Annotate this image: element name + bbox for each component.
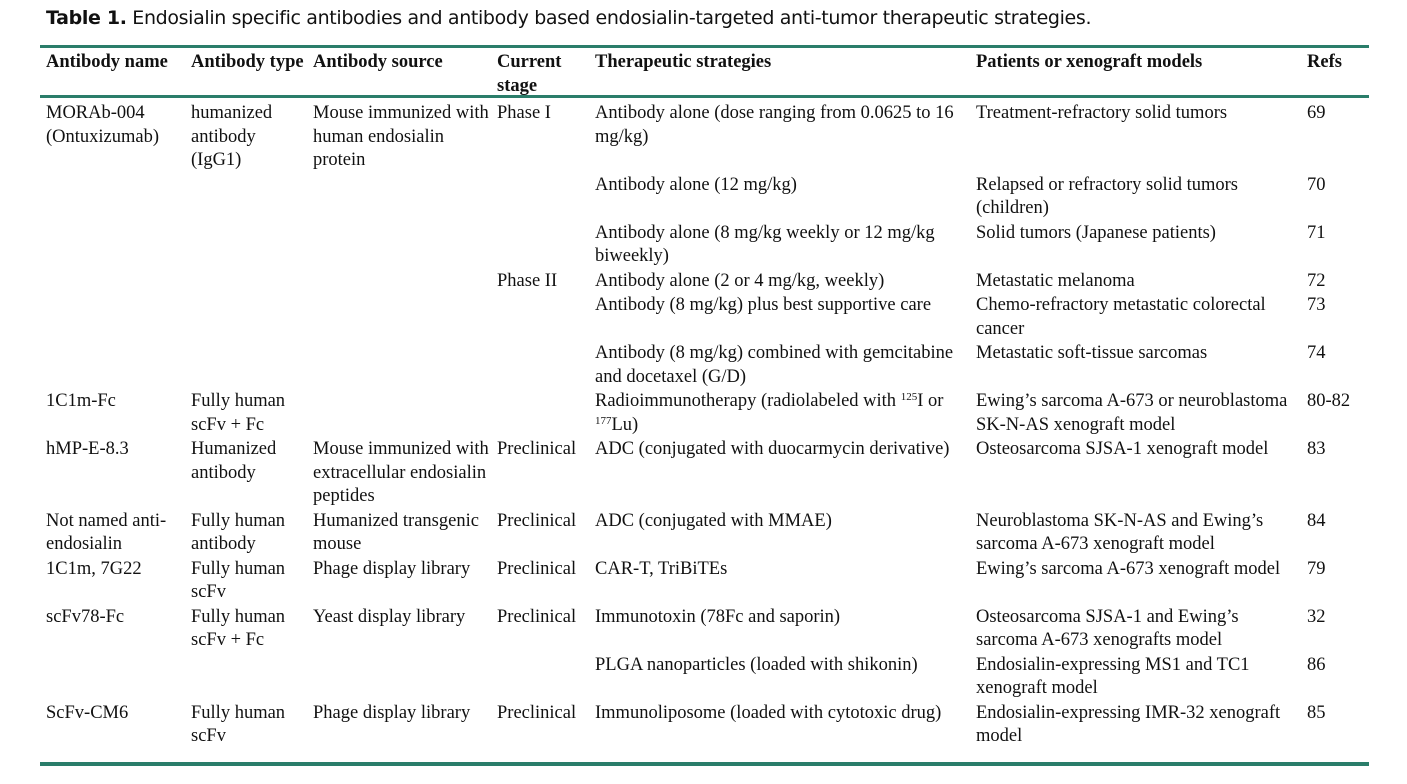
cell-model: Metastatic melanoma (976, 270, 1135, 291)
cell-antibody-source (307, 294, 491, 342)
table-row (40, 558, 1369, 606)
cell-model: Ewing’s sarcoma A-673 or neuroblastoma SK-N-AS xenograft model (976, 391, 1288, 435)
cell-strategy: CAR-T, TriBiTEs (595, 558, 728, 579)
cell-refs: 73 (1307, 295, 1326, 315)
cell-refs: 69 (1307, 103, 1326, 123)
header-current-stage: Current stage (497, 52, 562, 96)
cell-antibody-source: Phage display library (313, 702, 471, 723)
cell-antibody-name: hMP-E-8.3 (46, 439, 129, 459)
cell-refs: 85 (1307, 702, 1326, 723)
cell-current-stage: Preclinical (497, 606, 577, 627)
cell-strategy: Antibody alone (12 mg/kg) (595, 174, 797, 195)
cell-antibody-type: Fully human scFv + Fc (191, 606, 286, 650)
cell-current-stage: Preclinical (497, 702, 577, 723)
cell-strategy: Antibody alone (8 mg/kg weekly or 12 mg/kg biweekly) (595, 222, 935, 266)
header-antibody-name: Antibody name (46, 52, 168, 72)
cell-strategy (589, 390, 970, 438)
cell-antibody-type (185, 342, 307, 390)
cell-refs: 79 (1307, 558, 1326, 579)
cell-antibody-type (185, 270, 307, 295)
cell-antibody-type (185, 222, 307, 270)
header-refs: Refs (1307, 52, 1342, 72)
cell-model: Osteosarcoma SJSA-1 and Ewing’s sarcoma A-673 xenografts model (976, 606, 1239, 650)
cell-strategy: Antibody (8 mg/kg) plus best supportive care (595, 295, 932, 315)
cell-antibody-name (40, 270, 185, 295)
cell-antibody-type: Fully human scFv + Fc (191, 391, 286, 435)
cell-current-stage (491, 390, 589, 438)
cell-antibody-source: Humanized transgenic mouse (313, 510, 479, 554)
cell-antibody-source (307, 390, 491, 438)
table-top-rule (40, 45, 1369, 48)
cell-model: Chemo-refractory metastatic colorectal cancer (976, 295, 1266, 339)
strategy-text: Lu) (611, 414, 639, 435)
cell-refs: 74 (1307, 343, 1326, 363)
table-bottom-rule (40, 762, 1369, 766)
cell-antibody-source (307, 342, 491, 390)
cell-model: Endosialin-expressing IMR-32 xenograft model (976, 702, 1281, 746)
cell-current-stage (491, 222, 589, 270)
header-models: Patients or xenograft models (976, 52, 1203, 72)
cell-antibody-name: Not named anti-endosialin (46, 510, 167, 554)
cell-model: Solid tumors (Japanese patients) (976, 222, 1216, 243)
cell-antibody-type: Fully human scFv (191, 702, 286, 746)
cell-current-stage (491, 654, 589, 702)
table-row (40, 702, 1369, 750)
cell-model: Relapsed or refractory solid tumors (children) (976, 174, 1239, 218)
cell-current-stage (491, 294, 589, 342)
cell-antibody-name: 1C1m-Fc (46, 391, 116, 411)
cell-strategy: Antibody (8 mg/kg) combined with gemcitabine and docetaxel (G/D) (595, 343, 954, 387)
cell-strategy: ADC (conjugated with duocarmycin derivative) (595, 439, 950, 459)
cell-antibody-name: scFv78-Fc (46, 606, 125, 627)
cell-antibody-source (307, 270, 491, 295)
strategy-text: I or (917, 391, 944, 411)
cell-antibody-type: Humanized antibody (191, 439, 277, 483)
cell-current-stage (491, 174, 589, 222)
isotope-superscript: 177 (595, 414, 612, 427)
table-row (40, 606, 1369, 654)
table-row (40, 342, 1369, 390)
table-caption (46, 4, 1091, 32)
table-header-row (40, 49, 1369, 99)
cell-model: Endosialin-expressing MS1 and TC1 xenograft model (976, 654, 1250, 698)
table-row (40, 270, 1369, 295)
cell-strategy: Immunotoxin (78Fc and saporin) (595, 606, 841, 627)
cell-antibody-name (40, 294, 185, 342)
cell-antibody-source (307, 222, 491, 270)
table-row (40, 510, 1369, 558)
cell-antibody-type (185, 294, 307, 342)
isotope-superscript: 125 (900, 391, 918, 403)
cell-refs: 32 (1307, 606, 1326, 627)
cell-antibody-source: Phage display library (313, 558, 471, 579)
cell-antibody-type (185, 174, 307, 222)
table-row (40, 438, 1369, 510)
header-antibody-type: Antibody type (191, 52, 304, 72)
cell-antibody-source: Mouse immunized with human endosialin protein (313, 103, 489, 170)
cell-current-stage (491, 342, 589, 390)
cell-antibody-source (307, 654, 491, 702)
cell-antibody-name (40, 222, 185, 270)
cell-antibody-type (185, 654, 307, 702)
cell-refs: 70 (1307, 174, 1326, 195)
antibody-table (40, 49, 1369, 750)
strategy-text: Radioimmunotherapy (radiolabeled with (595, 391, 901, 411)
cell-model: Treatment-refractory solid tumors (976, 103, 1228, 123)
cell-strategy: Antibody alone (2 or 4 mg/kg, weekly) (595, 270, 885, 291)
cell-refs: 84 (1307, 510, 1326, 531)
table-row (40, 99, 1369, 174)
cell-refs: 83 (1307, 439, 1326, 459)
cell-strategy: ADC (conjugated with MMAE) (595, 510, 832, 531)
table-row (40, 222, 1369, 270)
cell-model: Metastatic soft-tissue sarcomas (976, 343, 1208, 363)
cell-strategy: PLGA nanoparticles (loaded with shikonin) (595, 654, 918, 675)
cell-refs: 86 (1307, 654, 1326, 675)
cell-current-stage: Preclinical (497, 439, 577, 459)
cell-strategy: Immunoliposome (loaded with cytotoxic drug) (595, 702, 942, 723)
cell-antibody-type: Fully human scFv (191, 558, 286, 602)
table-row (40, 174, 1369, 222)
cell-model: Osteosarcoma SJSA-1 xenograft model (976, 439, 1269, 459)
cell-antibody-source (307, 174, 491, 222)
cell-strategy: Antibody alone (dose ranging from 0.0625 to 16 mg/kg) (595, 103, 954, 147)
cell-antibody-source: Yeast display library (313, 606, 466, 627)
cell-antibody-name (40, 174, 185, 222)
cell-current-stage: Preclinical (497, 558, 577, 579)
cell-antibody-source: Mouse immunized with extracellular endosialin peptides (313, 439, 489, 506)
cell-antibody-name (40, 342, 185, 390)
table-caption-text: Endosialin specific antibodies and antibody based endosialin-targeted anti-tumor therapeutic strategies. (126, 7, 1092, 29)
cell-model: Ewing’s sarcoma A-673 xenograft model (976, 558, 1281, 579)
cell-antibody-name (40, 654, 185, 702)
cell-refs: 71 (1307, 222, 1326, 243)
cell-current-stage: Phase II (497, 270, 558, 291)
cell-antibody-name: ScFv-CM6 (46, 702, 129, 723)
cell-refs: 72 (1307, 270, 1326, 291)
cell-antibody-type: humanized antibody (IgG1) (191, 103, 273, 170)
table-caption-label: Table 1. (46, 7, 127, 29)
cell-antibody-type: Fully human antibody (191, 510, 286, 554)
cell-current-stage: Preclinical (497, 510, 577, 531)
header-antibody-source: Antibody source (313, 52, 443, 72)
header-therapeutic-strategies: Therapeutic strategies (595, 52, 772, 72)
cell-antibody-name: MORAb-004 (Ontuxizumab) (46, 103, 160, 147)
table-row (40, 390, 1369, 438)
cell-refs: 80-82 (1307, 391, 1351, 411)
cell-model: Neuroblastoma SK-N-AS and Ewing’s sarcoma A-673 xenograft model (976, 510, 1264, 554)
table-row (40, 294, 1369, 342)
cell-antibody-name: 1C1m, 7G22 (46, 558, 142, 579)
table-row (40, 654, 1369, 702)
cell-current-stage: Phase I (497, 103, 551, 123)
